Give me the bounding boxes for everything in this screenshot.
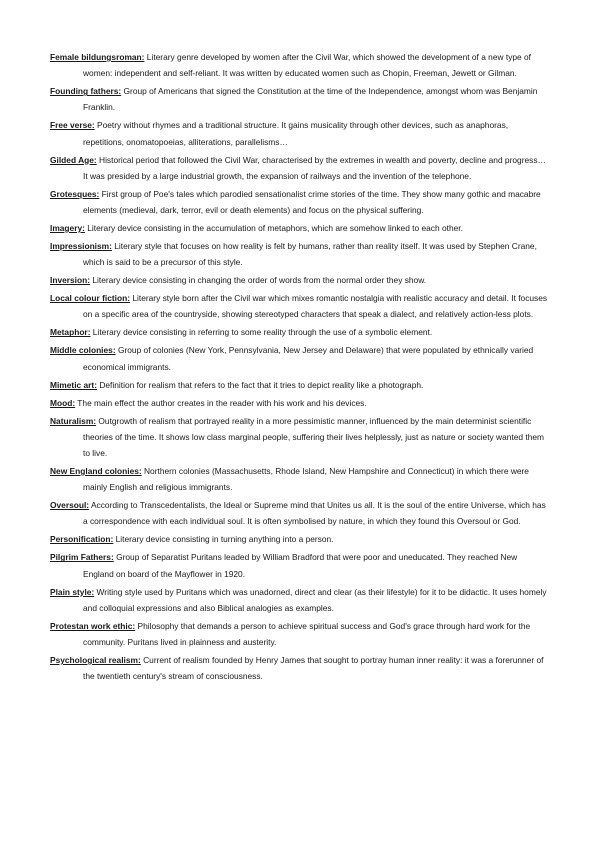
glossary-definition: Definition for realism that refers to the fact that it tries to depict reality like a photograph. [97,379,424,390]
glossary-term: Local colour fiction: [50,293,131,304]
glossary-definition: Literary device consisting in the accumulation of metaphors, which are somehow linked to each other. [84,223,463,234]
glossary-entry-inversion [50,272,550,288]
glossary-term: Imagery: [50,223,85,234]
glossary-definition: Poetry without rhymes and a traditional structure. It gains musicality through other devices, such as anaphoras, repetitions, onomatopoeias, alliterations, parallelisms… [83,120,509,147]
glossary-entry-oversoul [50,497,550,529]
glossary-term: Pilgrim Fathers: [50,552,114,563]
glossary-definition: Literary device consisting in referring to some reality through the use of a symbolic element. [90,327,433,338]
glossary-term: Protestan work ethic: [50,620,136,631]
glossary-entry-founding-fathers [50,83,550,115]
glossary-term: Plain style: [50,586,95,597]
glossary-page [50,49,550,686]
glossary-term: Mimetic art: [50,379,98,390]
glossary-definition: Literary style that focuses on how reality is felt by humans, rather than reality itself. It was used by Stephen Crane, which is said to be a precursor of this style. [83,241,537,268]
glossary-definition: Northern colonies (Massachusetts, Rhode Island, New Hampshire and Connecticut) in which there were mainly English and religious immigrants. [83,466,529,493]
glossary-term: Metaphor: [50,327,91,338]
glossary-entry-personification [50,531,550,547]
glossary-term: Gilded Age: [50,154,97,165]
glossary-entry-free-verse [50,117,550,149]
glossary-definition: Literary style born after the Civil war which mixes romantic nostalgia with realistic accuracy and detail. It focuses on a specific area of the countryside, showing stereotyped characters that speak a dialect, and relatively action-less plots. [83,293,548,320]
glossary-definition: First group of Poe's tales which parodied sensationalist crime stories of the time. They show many gothic and macabre elements (medieval, dark, terror, evil or death elements) and focus on the physical suffering. [83,188,541,216]
glossary-definition: Literary genre developed by women after the Civil War, which showed the development of a new type of women: independent and self-reliant. It was written by educated women such as Chopin, Freeman, Jewett or Gilman. [83,52,532,79]
glossary-term: Personification: [50,534,114,545]
glossary-term: Psychological realism: [50,655,141,666]
glossary-entry-metaphor [50,324,550,340]
glossary-definition: According to Transcedentalists, the Ideal or Supreme mind that Unites us all. It is the soul of the entire Universe, which has a correspondence with each individual soul. It is often symbolised by nature, in which they found this Oversoul or God. [83,500,546,527]
glossary-definition: Group of Separatist Puritans leaded by William Bradford that were poor and uneducated. They reached New England on board of the Mayflower in 1920. [83,552,518,579]
glossary-definition: Outgrowth of realism that portrayed reality in a more pessimistic manner, influenced by the main determinist scientific theories of the time. It shows low class marginal people, suffering their lives helplessly, just as nature or society wanted them to live. [83,415,544,459]
glossary-term: Female bildungsroman: [50,52,145,62]
glossary-entry-grotesques [50,186,550,218]
glossary-entry-plain-style [50,584,550,616]
glossary-definition: Group of Americans that signed the Constitution at the time of the Independence, amongst whom was Benjamin Franklin. [83,86,538,113]
glossary-definition: Literary device consisting in changing the order of words from the normal order they show. [90,275,427,286]
glossary-term: Impressionism: [50,241,112,252]
glossary-term: Free verse: [50,120,95,131]
glossary-term: New England colonies: [50,466,142,477]
glossary-definition: Literary device consisting in turning anything into a person. [113,534,334,545]
glossary-term: Oversoul: [50,500,90,511]
glossary-entry-psychological-realism [50,652,550,684]
glossary-definition: The main effect the author creates in the reader with his work and his devices. [75,397,367,408]
glossary-term: Naturalism: [50,415,97,426]
glossary-entry-imagery [50,220,550,236]
glossary-term: Mood: [50,397,76,408]
glossary-definition: Historical period that followed the Civil War, characterised by the extremes in wealth and poverty, decline and progress… It was presided by a large industrial growth, the expansion of railways and the invention of the telephone. [83,154,546,181]
glossary-entry-new-england-colonies [50,463,550,495]
glossary-entry-pilgrim-fathers [50,549,550,581]
glossary-definition: Current of realism founded by Henry James that sought to portray human inner reality: it was a forerunner of the twentieth century's stream of consciousness. [83,655,544,682]
glossary-term: Inversion: [50,275,91,286]
glossary-entry-mood [50,395,550,411]
glossary-definition: Philosophy that demands a person to achieve spiritual success and God's grace through hard work for the community. Puritans lived in plainness and austerity. [83,620,531,648]
glossary-entry-middle-colonies [50,342,550,374]
glossary-entry-local-colour-fiction [50,290,550,322]
glossary-entry-mimetic-art [50,377,550,393]
glossary-term: Middle colonies: [50,345,116,356]
glossary-entry-gilded-age [50,152,550,184]
glossary-definition: Writing style used by Puritans which was unadorned, direct and clear (as their lifestyle) for it to be didactic. It uses homely and colloquial expressions and also Biblical analogies as examples. [83,586,547,613]
glossary-entry-impressionism [50,238,550,270]
glossary-entry-female-bildungsroman [50,49,550,81]
glossary-entry-protestan-work-ethic [50,618,550,650]
glossary-term: Grotesques: [50,188,100,199]
glossary-entry-naturalism [50,413,550,462]
glossary-definition: Group of colonies (New York, Pennsylvania, New Jersey and Delaware) that were populated by ethnically varied economical immigrants. [83,345,534,372]
glossary-term: Founding fathers: [50,86,122,97]
